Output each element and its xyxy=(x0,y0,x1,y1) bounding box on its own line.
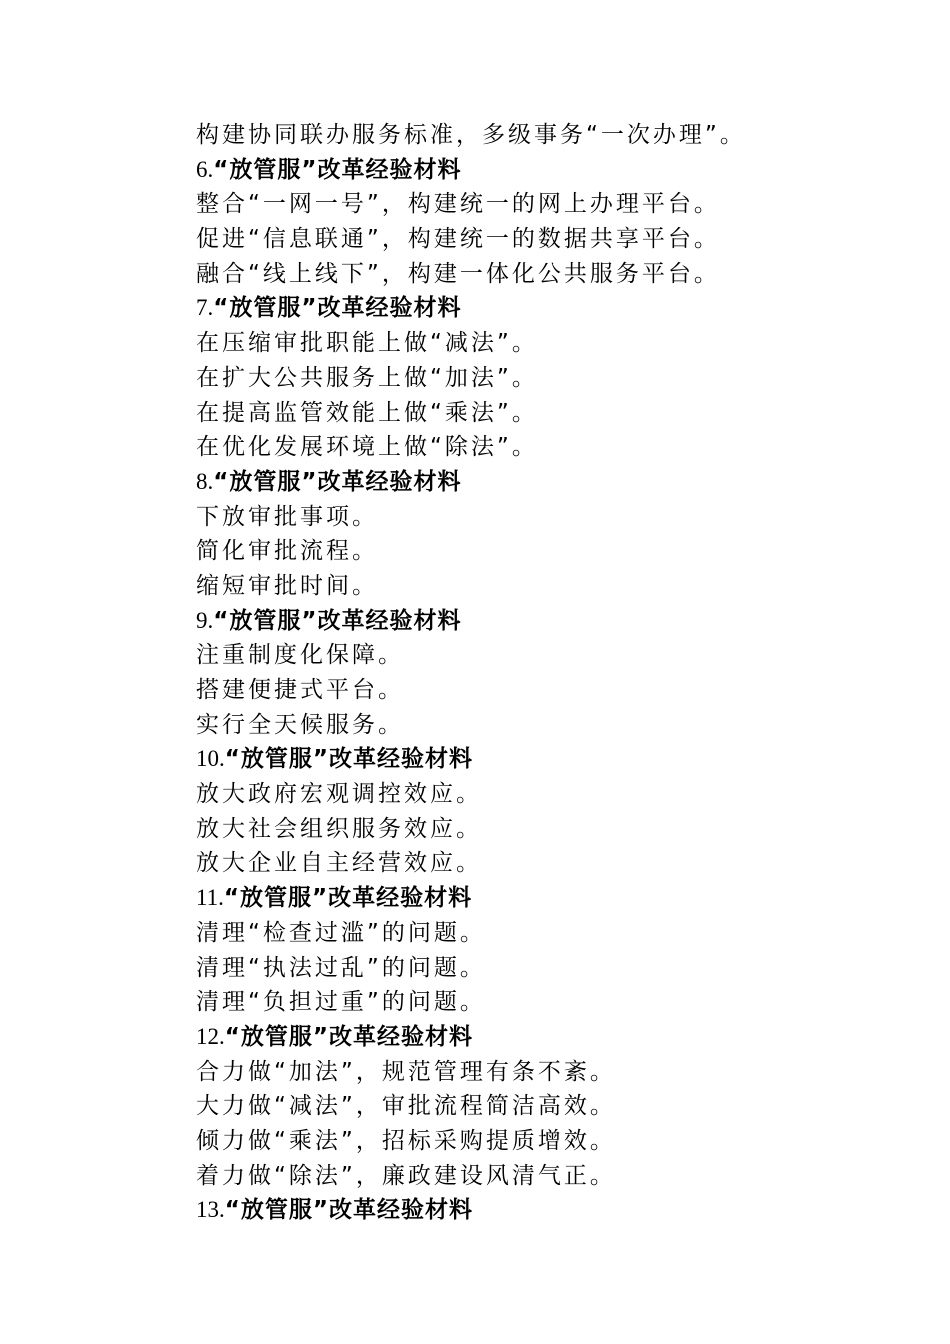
heading-text: “放管服”改革经验材料 xyxy=(224,1023,473,1050)
body-line: 倾力做“乘法”，招标采购提质增效。 xyxy=(196,1127,616,1154)
section-heading xyxy=(196,881,876,916)
heading-number: 12. xyxy=(196,1023,225,1049)
body-line: 放大政府宏观调控效应。 xyxy=(196,781,482,808)
body-line: 整合“一网一号”，构建统一的网上办理平台。 xyxy=(196,191,720,218)
body-line: 放大社会组织服务效应。 xyxy=(196,815,482,842)
body-line: 着力做“除法”，廉政建设风清气正。 xyxy=(196,1162,616,1189)
body-line: 简化审批流程。 xyxy=(196,538,378,565)
section-heading xyxy=(196,1193,876,1228)
section-heading xyxy=(196,291,876,326)
heading-number: 10. xyxy=(196,746,225,772)
heading-number: 8. xyxy=(196,468,214,494)
document-body xyxy=(196,118,876,1228)
body-line: 清理“检查过滥”的问题。 xyxy=(196,919,486,946)
body-line: 促进“信息联通”，构建统一的数据共享平台。 xyxy=(196,226,720,253)
body-line: 缩短审批时间。 xyxy=(196,572,378,599)
body-line: 注重制度化保障。 xyxy=(196,642,404,669)
heading-text: “放管服”改革经验材料 xyxy=(224,746,473,773)
body-line: 合力做“加法”，规范管理有条不紊。 xyxy=(196,1058,616,1085)
heading-number: 6. xyxy=(196,156,214,182)
body-line: 构建协同联办服务标准，多级事务“一次办理”。 xyxy=(196,122,746,148)
section-heading xyxy=(196,153,876,188)
heading-text: “放管服”改革经验材料 xyxy=(224,1197,473,1224)
heading-number: 9. xyxy=(196,607,214,633)
heading-text: “放管服”改革经验材料 xyxy=(213,156,462,183)
heading-number: 7. xyxy=(196,295,214,321)
heading-text: “放管服”改革经验材料 xyxy=(213,468,462,495)
body-line: 在扩大公共服务上做“加法”。 xyxy=(196,364,538,391)
body-line: 搭建便捷式平台。 xyxy=(196,677,404,703)
body-line: 清理“负担过重”的问题。 xyxy=(196,989,486,1016)
body-line: 下放审批事项。 xyxy=(196,503,378,530)
section-heading xyxy=(196,1020,876,1055)
heading-text: “放管服”改革经验材料 xyxy=(213,607,462,634)
body-line: 大力做“减法”，审批流程简洁高效。 xyxy=(196,1093,616,1120)
section-heading xyxy=(196,604,876,639)
section-heading xyxy=(196,742,876,777)
heading-number: 11. xyxy=(196,885,224,911)
body-line: 放大企业自主经营效应。 xyxy=(196,850,482,877)
body-line: 在提高监管效能上做“乘法”。 xyxy=(196,399,538,426)
heading-number: 13. xyxy=(196,1197,225,1223)
section-heading xyxy=(196,465,876,500)
body-line: 融合“线上线下”，构建一体化公共服务平台。 xyxy=(196,260,720,287)
body-line: 清理“执法过乱”的问题。 xyxy=(196,954,486,981)
body-line: 在优化发展环境上做“除法”。 xyxy=(196,434,538,461)
body-line: 实行全天候服务。 xyxy=(196,711,404,738)
heading-text: “放管服”改革经验材料 xyxy=(213,295,462,322)
heading-text: “放管服”改革经验材料 xyxy=(223,885,473,912)
body-line: 在压缩审批职能上做“减法”。 xyxy=(196,330,538,357)
